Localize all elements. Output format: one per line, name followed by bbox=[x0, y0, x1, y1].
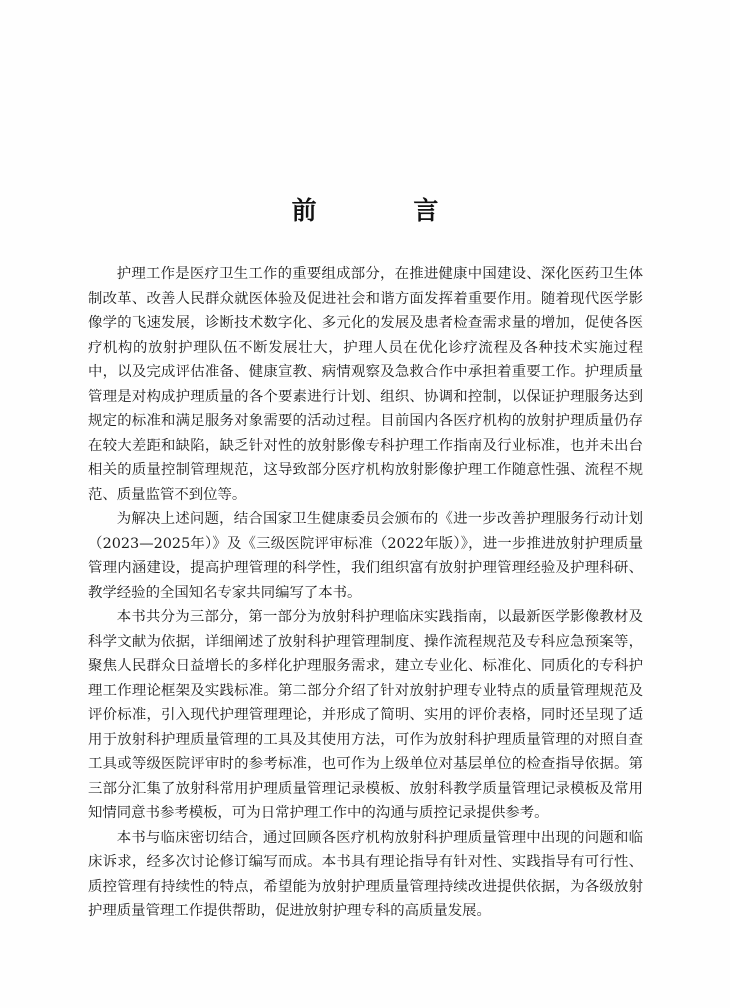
paragraph-1: 护理工作是医疗卫生工作的重要组成部分，在推进健康中国建设、深化医药卫生体制改革、改善人民群众就医体验及促进社会和谐方面发挥着重要作用。随着现代医学影像学的飞速发展，诊断技术数字化、多元化的发展及患者检查需求量的增加，促使各医疗机构的放射护理队伍不断发展壮大，护理人员在优化诊疗流程及各种技术实施过程中，以及完成评估准备、健康宣教、病情观察及急救合作中承担着重要工作。护理质量管理是对构成护理质量的各个要素进行计划、组织、协调和控制，以保证护理服务达到规定的标准和满足服务对象需要的活动过程。目前国内各医疗机构的放射护理质量仍存在较大差距和缺陷，缺乏针对性的放射影像专科护理工作指南及行业标准，也并未出台相关的质量控制管理规范，这导致部分医疗机构放射影像护理工作随意性强、流程不规范、质量监管不到位等。 bbox=[88, 266, 643, 503]
paragraph-4: 本书与临床密切结合，通过回顾各医疗机构放射科护理质量管理中出现的问题和临床诉求，经多次讨论修订编写而成。本书具有理论指导有针对性、实践指导有可行性、质控管理有持续性的特点，希望能为放射护理质量管理持续改进提供依据，为各级放射护理质量管理工作提供帮助，促进放射护理专科的高质量发展。 bbox=[88, 829, 643, 919]
preface-body bbox=[88, 262, 643, 924]
page-title: 前 言 bbox=[291, 195, 483, 225]
paragraph-3: 本书共分为三部分，第一部分为放射科护理临床实践指南，以最新医学影像教材及科学文献为依据，详细阐述了放射科护理管理制度、操作流程规范及专科应急预案等，聚焦人民群众日益增长的多样化护理服务需求，建立专业化、标准化、同质化的专科护理工作理论框架及实践标准。第二部分介绍了针对放射护理专业特点的质量管理规范及评价标准，引入现代护理管理理论，并形成了简明、实用的评价表格，同时还呈现了适用于放射科护理质量管理的工具及其使用方法，可作为放射科护理质量管理的对照自查工具或等级医院评审时的参考标准，也可作为上级单位对基层单位的检查指导依据。第三部分汇集了放射科常用护理质量管理记录模板、放射科教学质量管理记录模板及常用知情同意书参考模板，可为日常护理工作中的沟通与质控记录提供参考。 bbox=[88, 609, 643, 821]
paragraph-2: 为解决上述问题，结合国家卫生健康委员会颁布的《进一步改善护理服务行动计划（2023—2025年）》及《三级医院评审标准（2022年版）》，进一步推进放射护理质量管理内涵建设，提高护理管理的科学性，我们组织富有放射护理管理经验及护理科研、教学经验的全国知名专家共同编写了本书。 bbox=[88, 511, 643, 601]
